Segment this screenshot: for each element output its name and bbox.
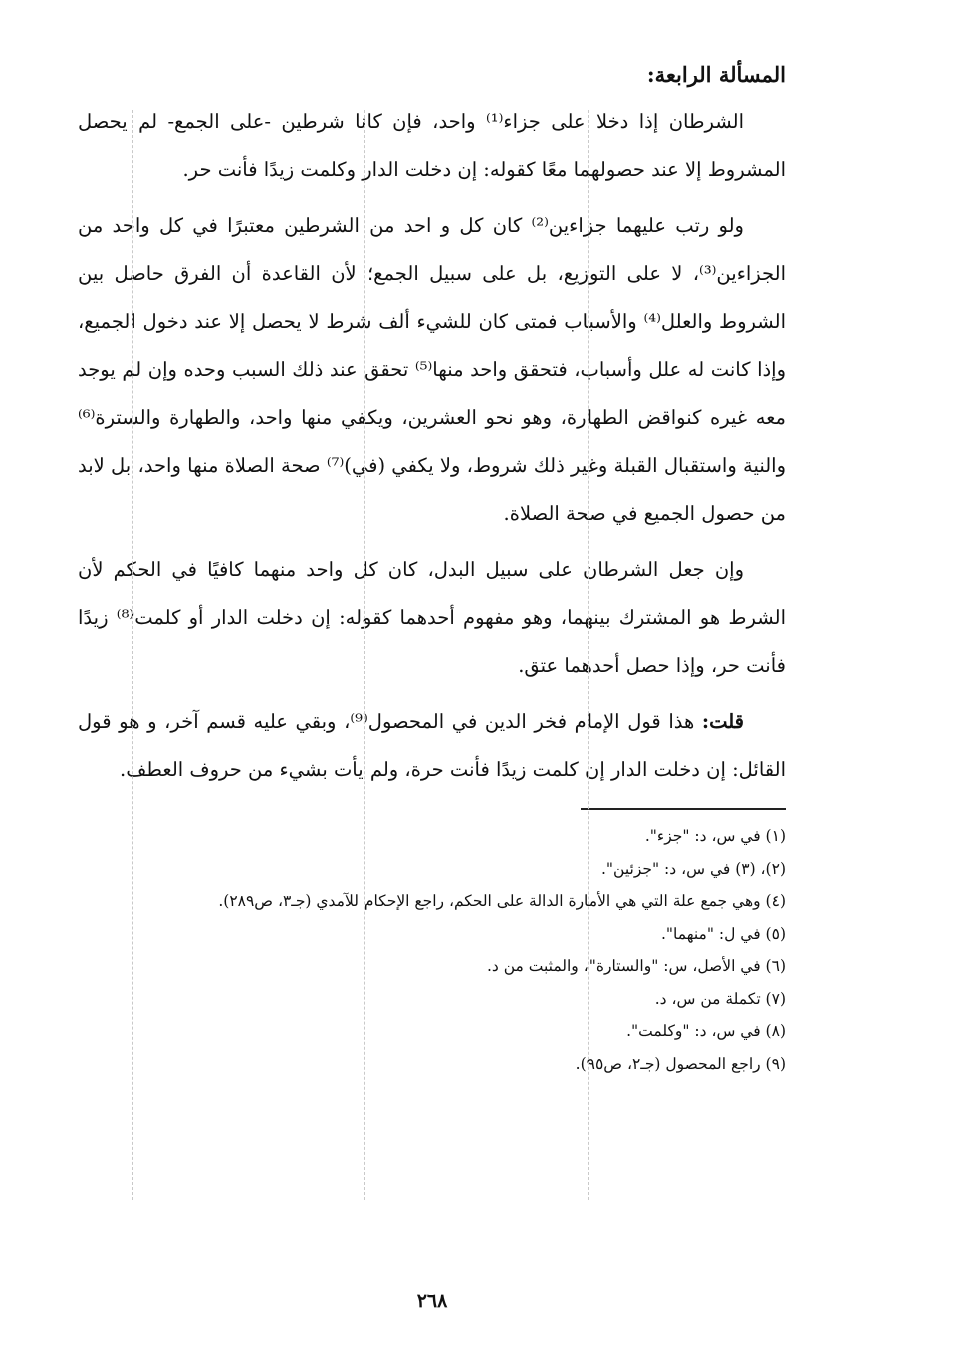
footnote-item: (٨) في س، د: "وكلمت". <box>626 1022 786 1040</box>
section-heading: المسألة الرابعة: <box>646 62 786 87</box>
footnote-item: (٦) في الأصل، س: "والستارة"، والمثبت من د. <box>486 957 786 975</box>
body-paragraph-4 <box>78 698 786 794</box>
footnote-item: (١) في س، د: "جزء". <box>644 827 786 845</box>
body-paragraph-2 <box>78 202 786 538</box>
paragraph-text: هذا قول الإمام فخر الدين في المحصول⁽⁹⁾، وبقي عليه قسم آخر، و هو قول القائل: إن دخلت الدار إن كلمت زيدًا فأنت حرة، ولم يأت بشيء من حروف العطف. <box>78 710 786 781</box>
page-number: ٢٦٨ <box>416 1290 448 1312</box>
body-paragraph-1 <box>78 98 786 194</box>
body-paragraph-3 <box>78 546 786 690</box>
paragraph-text: ولو رتب عليهما جزاءين⁽²⁾ كان كل و احد من الشرطين معتبرًا في كل واحد من الجزاءين⁽³⁾، لا على التوزيع، بل على سبيل الجمع؛ لأن القاعدة أن الفرق حاصل بين الشروط والعلل⁽⁴⁾ والأسباب فمتى كان للشيء ألف شرط لا يحصل إلا عند دخول الجميع، وإذا كانت له علل وأسباب، فتحقق واحد منها⁽⁵⁾ تحقق عند ذلك السبب وحده وإن لم يوجد معه غيره كنواقض الطهارة، وهو نحو العشرين، ويكفي منها واحد، والطهارة والسترة⁽⁶⁾ والنية واستقبال القبلة وغير ذلك شروط، ولا يكفي (في)⁽⁷⁾ صحة الصلاة منها واحد، بل لابد من حصول الجميع في صحة الصلاة. <box>78 214 787 525</box>
paragraph-text: الشرطان إذا دخلا على جزاء⁽¹⁾ واحد، فإن كانا شرطين -على الجمع- لم يحصل المشروط إلا عند حصولهما معًا كقوله: إن دخلت الدار وكلمت زيدًا فأنت حر. <box>78 110 786 181</box>
footnote-divider <box>581 808 786 810</box>
footnote-item: (٥) في ل: "منهما". <box>660 924 786 943</box>
paragraph-lead: قلت: <box>701 710 744 733</box>
scan-guide-line <box>132 110 133 1200</box>
footnotes-list <box>78 820 786 1080</box>
footnote-item: (٢)، (٣) في س، د: "جزئين". <box>601 859 786 878</box>
footnote-item: (٧) تكملة من س، د. <box>654 989 786 1008</box>
scan-guide-line <box>364 110 365 1200</box>
scan-guide-line <box>588 110 589 1200</box>
footnote-item: (٤) وهي جمع علة التي هي الأمارة الدالة على الحكم، راجع الإحكام للآمدي (جـ٣، ص٢٨٩). <box>218 892 786 910</box>
document-page <box>78 40 786 1330</box>
paragraph-text: وإن جعل الشرطان على سبيل البدل، كان كل واحد منهما كافيًا في الحكم لأن الشرط هو المشترك بينهما، وهو مفهوم أحدهما كقوله: إن دخلت الدار أو كلمت⁽⁸⁾ زيدًا فأنت حر، وإذا حصل أحدهما عتق. <box>78 558 786 677</box>
footnote-item: (٩) راجع المحصول (جـ٢، ص٩٥). <box>575 1054 786 1073</box>
